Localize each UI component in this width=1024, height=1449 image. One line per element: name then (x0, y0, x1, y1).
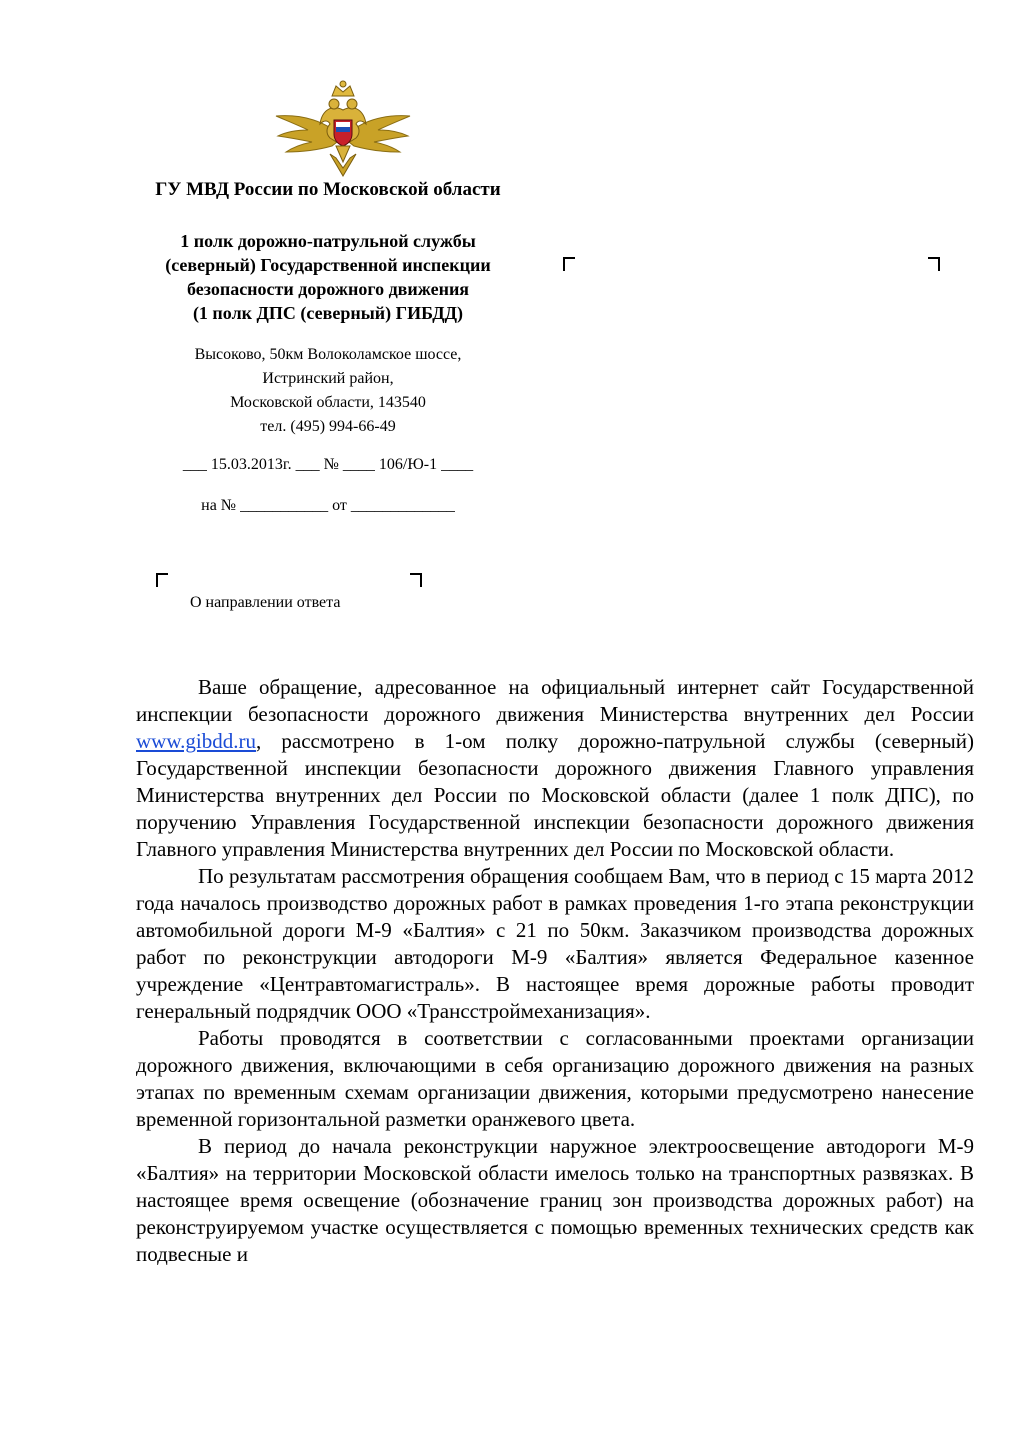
double-headed-eagle-icon (272, 76, 414, 184)
address-line: Высоково, 50км Волоколамское шоссе, (194, 346, 462, 363)
body-paragraph: По результатам рассмотрения обращения сообщаем Вам, что в период с 15 марта 2012 года началось производство дорожных работ в рамках проведения 1-го этапа реконструкции автомобильной дороги М-9 «Балтия» с 21 по 50км. Заказчиком производства дорожных работ по реконструкции автодороги М-9 «Балтия» является Федеральное казенное учреждение «Центравтомагистраль». В настоящее время дорожные работы проводит генеральный подрядчик ООО «Трансстроймеханизация». (136, 864, 974, 1023)
subject-corner-right (410, 573, 422, 587)
ministry-title: ГУ МВД России по Московской области (155, 179, 501, 200)
address-line: Истринский район, (262, 370, 394, 387)
registration-line: ___ 15.03.2013г. ___ № ____ 106/Ю-1 ____ (182, 456, 474, 473)
unit-name-line: 1 полк дорожно-патрульной службы (180, 231, 476, 251)
address-block (128, 343, 528, 439)
reference-line: на № ___________ от _____________ (201, 497, 455, 514)
body-paragraph: Работы проводятся в соответствии с согласованными проектами организации дорожного движения, включающими в себя организацию дорожного движения на разных этапах по временным схемам организации движения, которыми предусмотрено нанесение временной горизонтальной разметки оранжевого цвета. (136, 1026, 974, 1131)
body-paragraph: В период до начала реконструкции наружное электроосвещение автодороги М-9 «Балтия» на территории Московской области имелось только на транспортных развязках. В настоящее время освещение (обозначение границ зон производства дорожных работ) на реконструируемом участке осуществляется с помощью временных технических средств как подвесные и (136, 1134, 974, 1266)
body-paragraph (136, 674, 974, 863)
unit-name-line: безопасности дорожного движения (186, 279, 470, 299)
body-text: , рассмотрено в 1-ом полку дорожно-патрульной службы (северный) Государственной инспекции безопасности дорожного движения Главного управления Министерства внутренних дел России по Московской области (далее 1 полк ДПС), по поручению Управления Государственной инспекции безопасности дорожного движения Главного управления Министерства внутренних дел России по Московской области. (136, 729, 974, 861)
body-text: Ваше обращение, адресованное на официальный интернет сайт Государственной инспекции безопасности дорожного движения Министерства внутренних дел России (136, 675, 974, 726)
letter-body (136, 674, 974, 1268)
addressee-corner-left (563, 257, 575, 271)
unit-name-line: (северный) Государственной инспекции (165, 255, 491, 275)
unit-name (128, 229, 528, 325)
gibdd-website-link[interactable]: www.gibdd.ru (136, 729, 256, 753)
mvd-emblem (272, 76, 414, 184)
subject-corner-left (156, 573, 168, 587)
addressee-corner-right (928, 257, 940, 271)
address-line: тел. (495) 994-66-49 (260, 418, 396, 435)
address-line: Московской области, 143540 (230, 394, 426, 411)
letter-subject: О направлении ответа (190, 594, 341, 611)
unit-name-line: (1 полк ДПС (северный) ГИБДД) (192, 303, 464, 323)
